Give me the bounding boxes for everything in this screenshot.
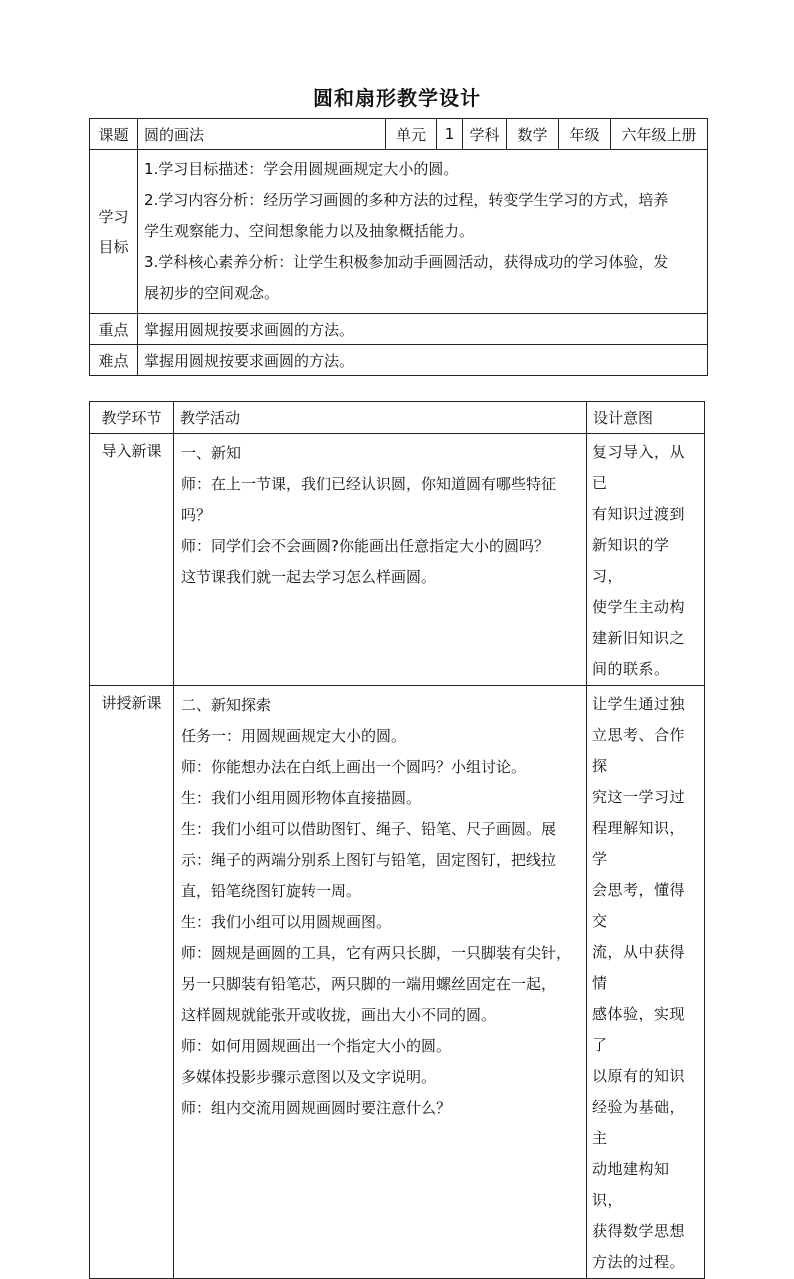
header-intent: 设计意图: [587, 402, 705, 434]
header-stage: 教学环节: [90, 402, 174, 434]
intent-line: 会思考，懂得交: [592, 881, 686, 930]
lesson-info-table: [89, 118, 708, 376]
activity-line: 生：我们小组可以借助图钉、绳子、铅笔、尺子画圆。展: [181, 820, 557, 838]
topic-label: 课题: [90, 119, 138, 150]
subject-label: 学科: [463, 119, 507, 150]
intent-line: 复习导入，从已: [592, 443, 686, 492]
activity-line: 师：你能想办法在白纸上画出一个圆吗？小组讨论。: [181, 758, 527, 776]
intent-line: 间的联系。: [592, 660, 670, 678]
intent-line: 获得数学思想: [592, 1222, 686, 1240]
goals-label-line-2: 目标: [98, 237, 129, 256]
intent-line: 流，从中获得情: [592, 943, 686, 992]
subject-value: 数学: [507, 119, 559, 150]
grade-label: 年级: [559, 119, 611, 150]
info-row-difficulty: [90, 345, 708, 376]
activity-line: 二、新知探索: [181, 696, 272, 714]
plan-header-row: [90, 402, 705, 434]
activity-line: 另一只脚装有铅笔芯，两只脚的一端用螺丝固定在一起，: [181, 975, 557, 993]
intent-line: 经验为基础，主: [592, 1098, 686, 1147]
intent-line: 方法的过程。: [592, 1253, 686, 1271]
info-row-goals: [90, 150, 708, 314]
activity-new: [174, 686, 587, 1279]
activity-line: 多媒体投影步骤示意图以及文字说明。: [181, 1068, 437, 1086]
activity-line: 示：绳子的两端分别系上图钉与铅笔，固定图钉，把线拉: [181, 851, 557, 869]
unit-value: 1: [437, 119, 463, 150]
goal-line: 1.学习目标描述：学会用圆规画规定大小的圆。: [144, 160, 459, 178]
info-row-topic: [90, 119, 708, 150]
goals-label: [90, 150, 138, 314]
goals-content: [138, 150, 708, 314]
activity-line: 生：我们小组用圆形物体直接描圆。: [181, 789, 422, 807]
intent-line: 立思考、合作探: [592, 726, 686, 775]
activity-line: 师：圆规是画圆的工具，它有两只长脚，一只脚装有尖针，: [181, 944, 572, 962]
stage-new: 讲授新课: [90, 686, 174, 1279]
activity-line: 这样圆规就能张开或收拢，画出大小不同的圆。: [181, 1006, 497, 1024]
intent-line: 新知识的学习，: [592, 536, 670, 585]
plan-row-intro: [90, 434, 705, 686]
intent-line: 程理解知识，学: [592, 819, 686, 868]
intent-line: 有知识过渡到: [592, 505, 686, 523]
difficulty-label: 难点: [90, 345, 138, 376]
key-point-label: 重点: [90, 314, 138, 345]
intent-line: 以原有的知识: [592, 1067, 686, 1085]
difficulty-value: 掌握用圆规按要求画圆的方法。: [138, 345, 708, 376]
info-row-key: [90, 314, 708, 345]
activity-line: 师：组内交流用圆规画圆时要注意什么？: [181, 1099, 452, 1117]
activity-line: 直，铅笔绕图钉旋转一周。: [181, 882, 362, 900]
goal-line: 展初步的空间观念。: [144, 284, 280, 302]
intent-line: 动地建构知识，: [592, 1160, 670, 1209]
topic-value: 圆的画法: [138, 119, 386, 150]
intent-intro: [587, 434, 705, 686]
intent-line: 使学生主动构: [592, 598, 686, 616]
intent-line: 究这一学习过: [592, 788, 686, 806]
activity-line: 任务一：用圆规画规定大小的圆。: [181, 727, 407, 745]
header-activity: 教学活动: [174, 402, 587, 434]
grade-value: 六年级上册: [611, 119, 708, 150]
activity-line: 生：我们小组可以用圆规画图。: [181, 913, 392, 931]
goal-line: 学生观察能力、空间想象能力以及抽象概括能力。: [144, 222, 475, 240]
intent-line: 建新旧知识之: [592, 629, 686, 647]
document-title: 圆和扇形教学设计: [313, 86, 481, 110]
goals-label-line-1: 学习: [98, 207, 129, 226]
intent-line: 感体验，实现了: [592, 1005, 686, 1054]
activity-line: 吗？: [181, 506, 212, 524]
goal-line: 3.学科核心素养分析：让学生积极参加动手画圆活动，获得成功的学习体验，发: [144, 253, 669, 271]
activity-intro: [174, 434, 587, 686]
teaching-plan-table: [89, 401, 705, 1279]
key-point-value: 掌握用圆规按要求画圆的方法。: [138, 314, 708, 345]
activity-line: 师：如何用圆规画出一个指定大小的圆。: [181, 1037, 452, 1055]
plan-row-new: [90, 686, 705, 1279]
unit-label: 单元: [386, 119, 437, 150]
intent-line: 让学生通过独: [592, 695, 686, 713]
goal-line: 2.学习内容分析：经历学习画圆的多种方法的过程，转变学生学习的方式，培养: [144, 191, 669, 209]
activity-line: 一、新知: [181, 444, 242, 462]
activity-line: 师：同学们会不会画圆?你能画出任意指定大小的圆吗？: [181, 537, 549, 555]
activity-line: 这节课我们就一起去学习怎么样画圆。: [181, 568, 437, 586]
intent-new: [587, 686, 705, 1279]
activity-line: 师：在上一节课，我们已经认识圆，你知道圆有哪些特征: [181, 475, 557, 493]
stage-intro: 导入新课: [90, 434, 174, 686]
